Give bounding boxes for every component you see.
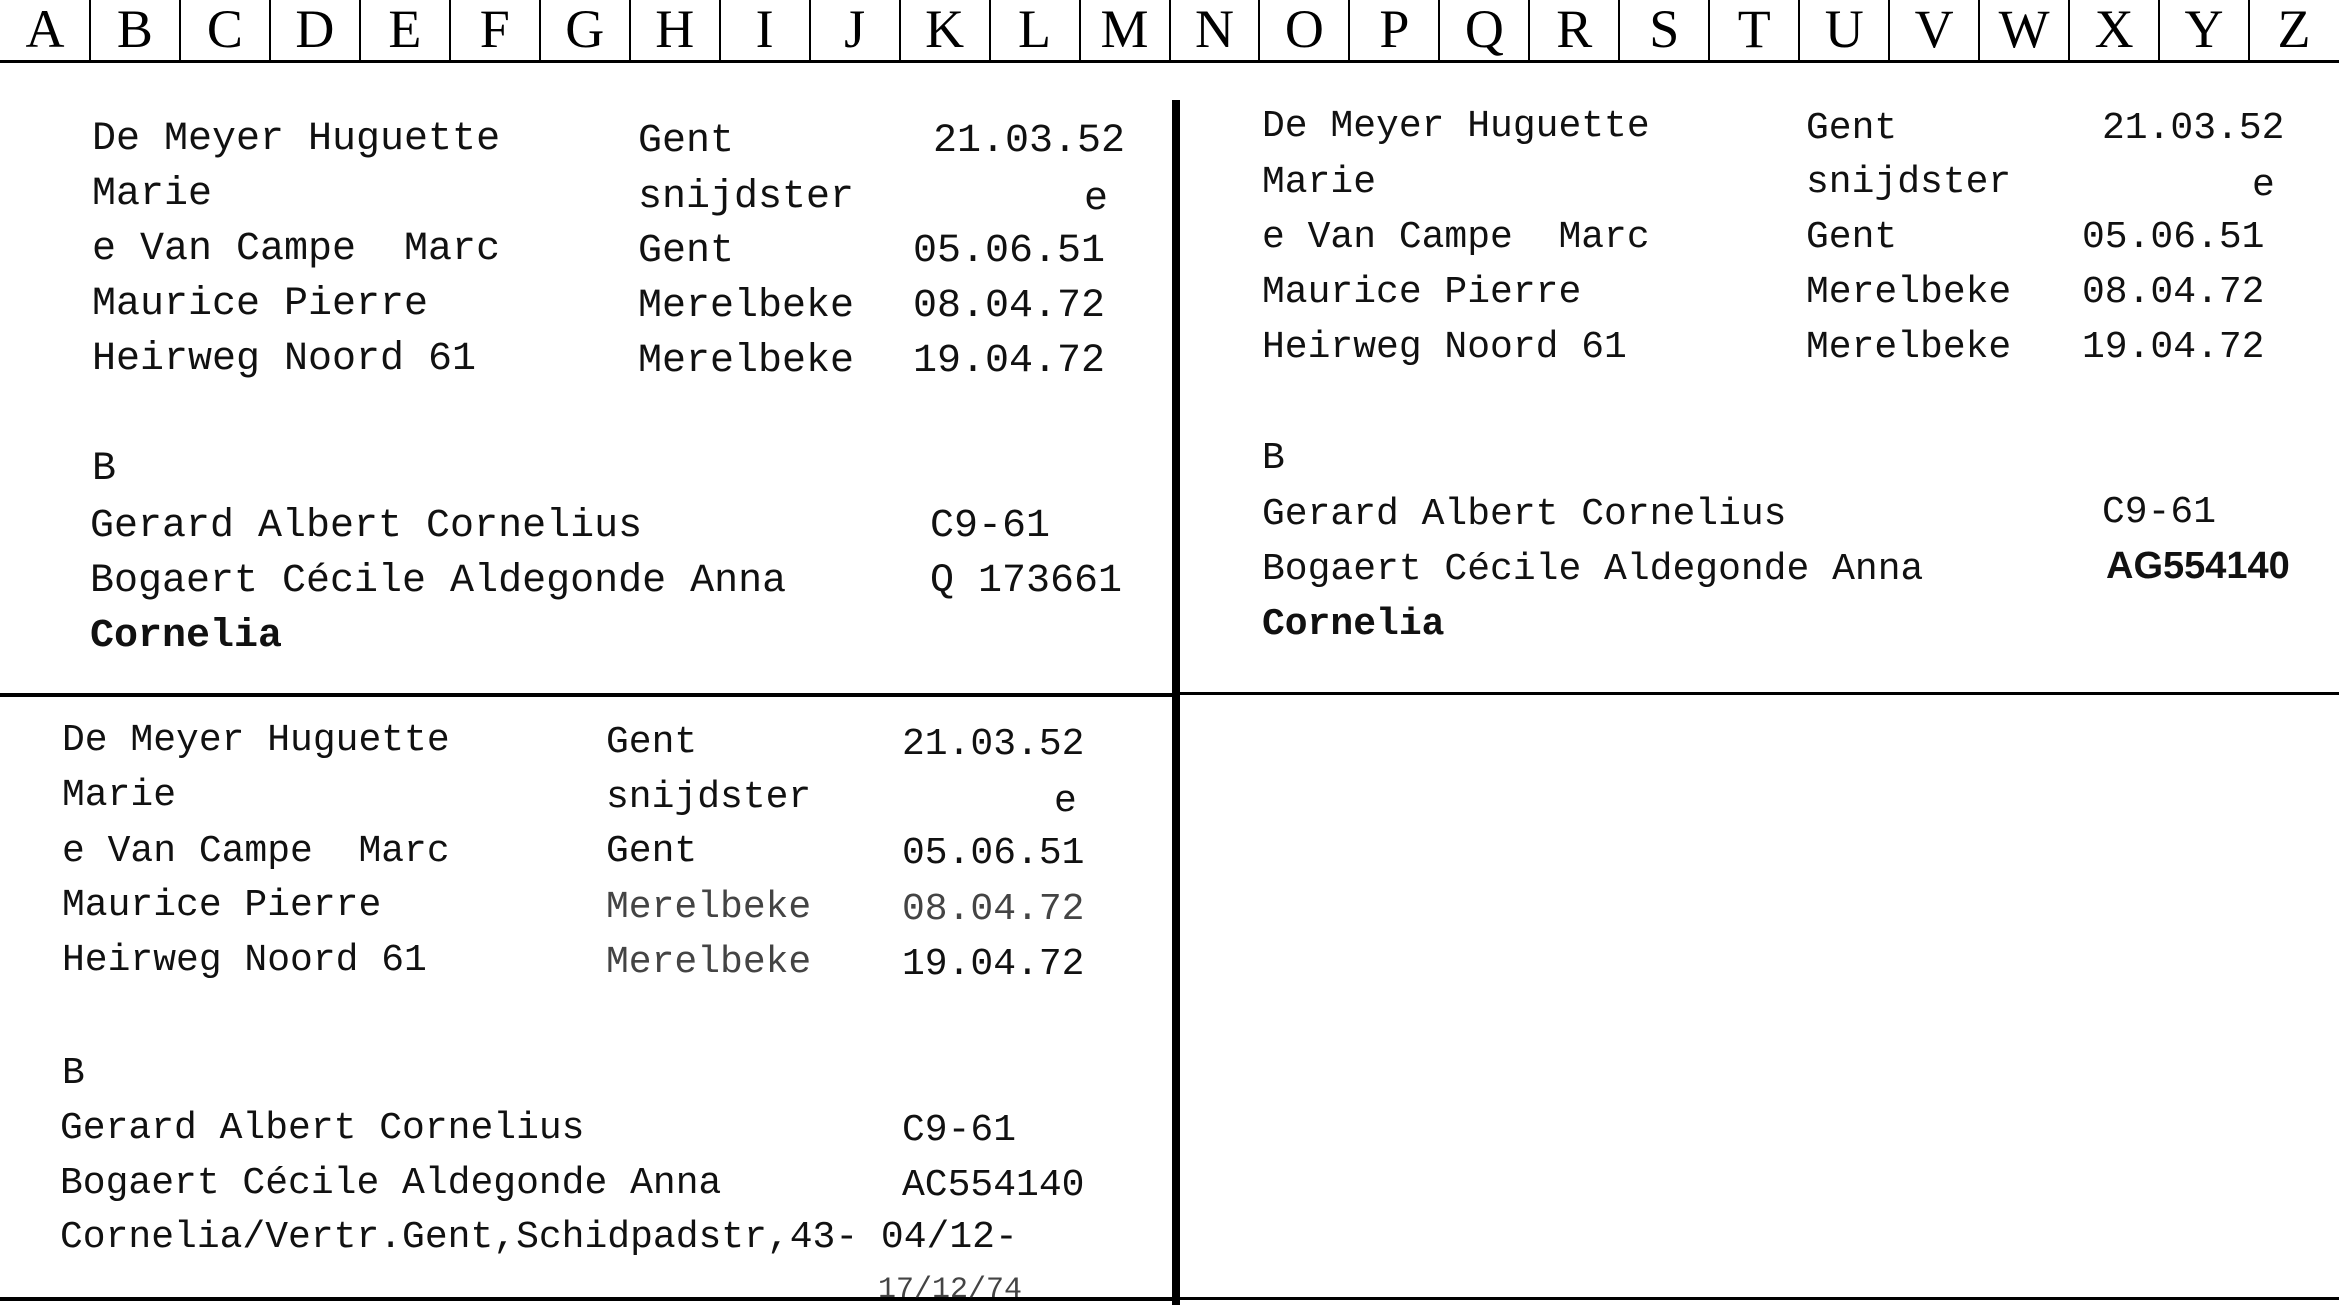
- date-line-2: e: [2252, 164, 2275, 207]
- date-line-3: 05.06.51: [2082, 216, 2265, 259]
- name-line-1: De Meyer Huguette: [1262, 105, 1650, 148]
- ruler-letter-l: L: [1018, 0, 1052, 59]
- ruler-letter-q: Q: [1464, 0, 1504, 59]
- date-line-1: 21.03.52: [902, 723, 1085, 766]
- ruler-letter-o: O: [1284, 0, 1324, 59]
- bottom-code-2: AG554140: [2106, 545, 2290, 587]
- card-top-left: [0, 0, 1172, 693]
- name-line-2: Marie: [62, 774, 177, 817]
- bottom-line-2: Bogaert Cécile Aldegonde Anna: [60, 1162, 722, 1205]
- bottom-line-2: Bogaert Cécile Aldegonde Anna: [1262, 548, 1924, 591]
- ruler-letter-u: U: [1824, 0, 1864, 59]
- ruler-letter-e: E: [388, 0, 422, 59]
- ruler-letter-y: Y: [2184, 0, 2224, 59]
- name-line-2: Marie: [92, 172, 213, 217]
- card-bottom-right-empty: [1180, 695, 2339, 1297]
- section-letter: B: [62, 1052, 85, 1095]
- date-line-1: 21.03.52: [2102, 107, 2285, 150]
- name-line-3: e Van Campe Marc: [1262, 216, 1650, 259]
- name-line-1: De Meyer Huguette: [92, 117, 501, 162]
- place-line-1: Gent: [638, 119, 735, 164]
- ruler-letter-z: Z: [2277, 0, 2311, 59]
- ruler-letter-w: W: [1998, 0, 2050, 59]
- date-line-5: 19.04.72: [913, 339, 1106, 384]
- name-line-3: e Van Campe Marc: [92, 227, 501, 272]
- date-line-2: e: [1054, 780, 1077, 823]
- ruler-letter-k: K: [925, 0, 965, 59]
- name-line-2: Marie: [1262, 161, 1377, 204]
- place-line-5: Merelbeke: [638, 339, 855, 384]
- place-line-1: Gent: [1806, 107, 1898, 150]
- ruler-letter-d: D: [295, 0, 335, 59]
- bottom-code-2: Q 173661: [930, 559, 1123, 604]
- place-line-3: Gent: [606, 830, 698, 873]
- bottom-line-1: Gerard Albert Cornelius: [1262, 493, 1787, 536]
- ruler-letter-n: N: [1194, 0, 1234, 59]
- bottom-code-2: AC554140: [902, 1164, 1085, 1207]
- ruler-letter-i: I: [755, 0, 774, 59]
- date-line-5: 19.04.72: [2082, 326, 2265, 369]
- ruler-letter-g: G: [565, 0, 605, 59]
- ruler-letter-h: H: [655, 0, 695, 59]
- date-line-1: 21.03.52: [933, 119, 1126, 164]
- place-line-2: snijdster: [1806, 161, 2012, 204]
- name-line-3: e Van Campe Marc: [62, 830, 450, 873]
- ruler-letter-c: C: [206, 0, 243, 59]
- date-line-3: 05.06.51: [913, 229, 1106, 274]
- bottom-line-2: Bogaert Cécile Aldegonde Anna: [90, 559, 787, 604]
- date-line-5: 19.04.72: [902, 943, 1085, 986]
- date-line-2: e: [1084, 177, 1109, 222]
- card-bottom-left: [0, 697, 1172, 1307]
- bottom-line-1: Gerard Albert Cornelius: [60, 1107, 585, 1150]
- overflow-date: 17/12/74: [878, 1273, 1023, 1307]
- name-line-5: Heirweg Noord 61: [92, 337, 477, 382]
- date-line-4: 08.04.72: [2082, 271, 2265, 314]
- card-top-right: [1180, 0, 2339, 692]
- place-line-2: snijdster: [638, 175, 855, 220]
- place-line-5: Merelbeke: [606, 941, 812, 984]
- bottom-code-1: C9-61: [930, 504, 1051, 549]
- ruler-letter-v: V: [1914, 0, 1954, 59]
- bottom-line-1: Gerard Albert Cornelius: [90, 504, 643, 549]
- section-letter: B: [92, 447, 117, 492]
- bottom-code-1: C9-61: [902, 1109, 1017, 1152]
- place-line-5: Merelbeke: [1806, 326, 2012, 369]
- ruler-letter-s: S: [1649, 0, 1680, 59]
- vertical-divider: [1172, 100, 1180, 1305]
- ruler-letter-x: X: [2094, 0, 2134, 59]
- date-line-4: 08.04.72: [902, 888, 1085, 931]
- ruler-letter-b: B: [116, 0, 153, 59]
- name-line-5: Heirweg Noord 61: [1262, 326, 1627, 369]
- place-line-3: Gent: [1806, 216, 1898, 259]
- section-letter: B: [1262, 437, 1285, 480]
- name-line-4: Maurice Pierre: [1262, 271, 1582, 314]
- ruler-letter-t: T: [1737, 0, 1771, 59]
- ruler-letter-m: M: [1100, 0, 1149, 59]
- bottom-line-3: Cornelia/Vertr.Gent,Schidpadstr,43- 04/12-: [60, 1216, 1018, 1259]
- bottom-code-1: C9-61: [2102, 491, 2217, 534]
- place-line-3: Gent: [638, 229, 735, 274]
- bottom-line-3: Cornelia: [1262, 603, 1445, 646]
- date-line-3: 05.06.51: [902, 832, 1085, 875]
- place-line-1: Gent: [606, 721, 698, 764]
- ruler-letter-p: P: [1379, 0, 1410, 59]
- name-line-1: De Meyer Huguette: [62, 719, 450, 762]
- ruler-letter-r: R: [1556, 0, 1593, 59]
- date-line-4: 08.04.72: [913, 284, 1106, 329]
- ruler-letter-a: A: [25, 0, 65, 59]
- ruler-letter-j: J: [844, 0, 866, 59]
- place-line-4: Merelbeke: [638, 284, 855, 329]
- ruler-letter-f: F: [479, 0, 510, 59]
- name-line-5: Heirweg Noord 61: [62, 939, 427, 982]
- place-line-2: snijdster: [606, 776, 812, 819]
- name-line-4: Maurice Pierre: [92, 282, 429, 327]
- bottom-line-right: [1180, 1297, 2339, 1300]
- name-line-4: Maurice Pierre: [62, 884, 382, 927]
- bottom-line-3: Cornelia: [90, 614, 283, 659]
- place-line-4: Merelbeke: [606, 886, 812, 929]
- place-line-4: Merelbeke: [1806, 271, 2012, 314]
